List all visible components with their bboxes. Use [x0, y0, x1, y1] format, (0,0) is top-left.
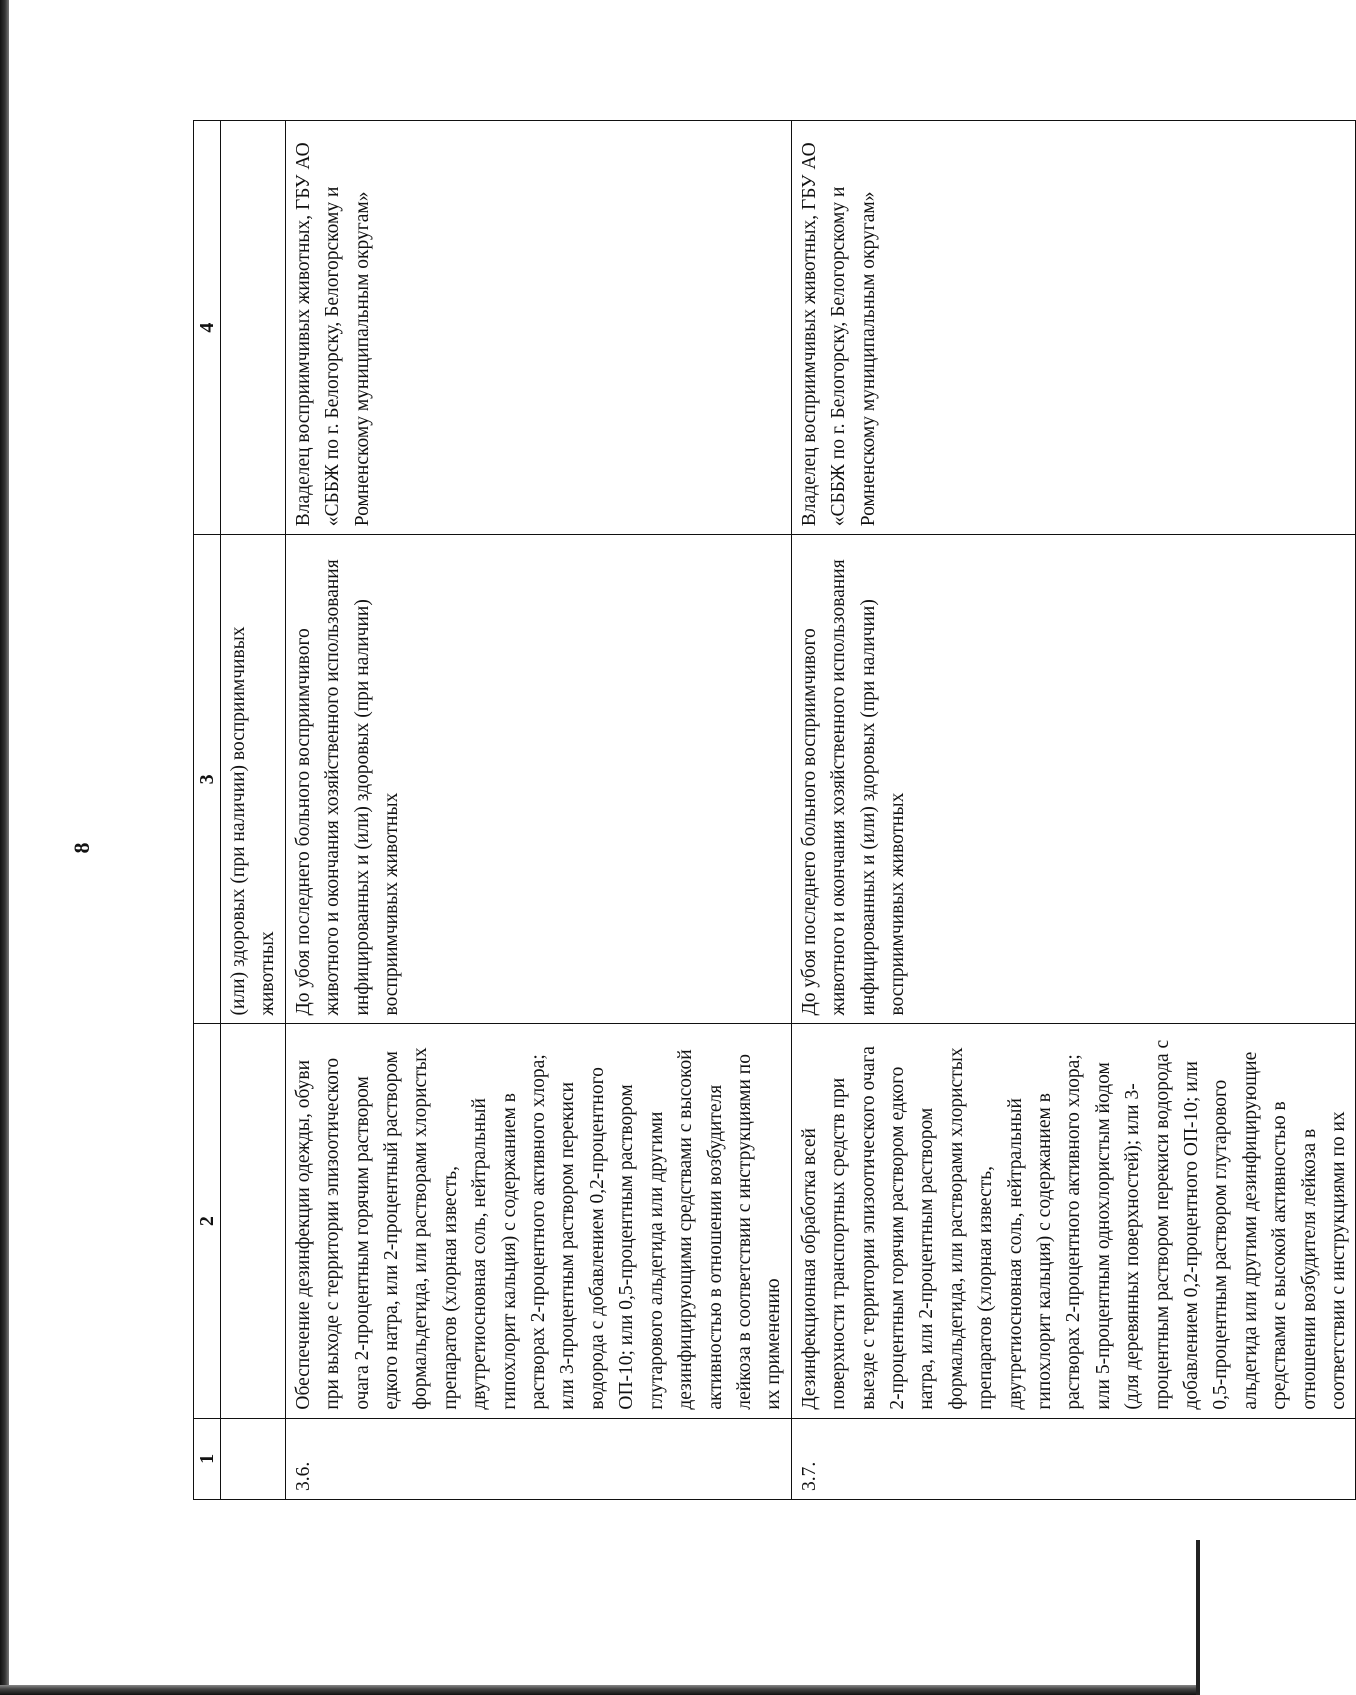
continuation-cell-responsible [221, 121, 286, 535]
continuation-cell-measure [221, 1024, 286, 1418]
column-header-3: 3 [194, 535, 221, 1024]
row-responsible: Владелец восприимчивых животных, ГБУ АО «СББЖ по г. Белогорску, Белогорскому и Ромненскому муниципальным округам» [791, 121, 1356, 535]
row-number: 3.6. [285, 1418, 791, 1499]
row-measure: Обеспечение дезинфекции одежды, обуви при выходе с территории эпизоотического очага 2-процентным горячим раствором едкого натра, или 2-процентный раствором формальдегида, или растворами хлористых препаратов (хлорная известь, двутретиосновная соль, нейтральный гипохлорит кальция) с содержанием в растворах 2-процентного активного хлора; или 3-процентным раствором перекиси водорода с добавлением 0,2-процентного ОП-10; или 0,5-процентным раствором глутарового альдегида или другими дезинфицирующими средствами с высокой активностью в отношении возбудителя лейкоза в соответствии с инструкциями по их применению [285, 1024, 791, 1418]
row-responsible: Владелец восприимчивых животных, ГБУ АО «СББЖ по г. Белогорску, Белогорскому и Ромненскому муниципальным округам» [285, 121, 791, 535]
continuation-cell-number [221, 1418, 286, 1499]
continuation-row [221, 121, 286, 1500]
column-header-2: 2 [194, 1024, 221, 1418]
scan-edge-left [0, 0, 9, 1695]
table-row [791, 121, 1356, 1500]
column-header-1: 1 [194, 1418, 221, 1499]
rotated-table-wrapper [193, 120, 1350, 1500]
row-term: До убоя последнего больного восприимчивого животного и окончания хозяйственного использования инфицированных и (или) здоровых (при наличии) восприимчивых животных [285, 535, 791, 1024]
column-header-4: 4 [194, 121, 221, 535]
scan-edge-bottom [0, 1685, 1200, 1695]
row-measure: Дезинфекционная обработка всей поверхности транспортных средств при выезде с территории эпизоотического очага 2-процентным горячим раствором едкого натра, или 2-процентным раствором формальдегида, или растворами хлористых препаратов (хлорная известь, двутретиосновная соль, нейтральный гипохлорит кальция) с содержанием в растворах 2-процентного активного хлора; или 5-процентным однохлористым йодом (для деревянных поверхностей); или 3-процентным раствором перекиси водорода с добавлением 0,2-процентного ОП-10; или 0,5-процентным раствором глутарового альдегида или другими дезинфицирующие средствами с высокой активностью в отношении возбудителя лейкоза в соответствии с инструкциями по их [791, 1024, 1356, 1418]
row-number: 3.7. [791, 1418, 1356, 1499]
page-number: 8 [69, 842, 94, 854]
header-row [194, 121, 221, 1500]
measures-table [193, 120, 1356, 1500]
table-row [285, 121, 791, 1500]
row-term: До убоя последнего больного восприимчивого животного и окончания хозяйственного использования инфицированных и (или) здоровых (при наличии) восприимчивых животных [791, 535, 1356, 1024]
continuation-cell-term: (или) здоровых (при наличии) восприимчивых животных [221, 535, 286, 1024]
scan-edge-right [1196, 1540, 1200, 1695]
